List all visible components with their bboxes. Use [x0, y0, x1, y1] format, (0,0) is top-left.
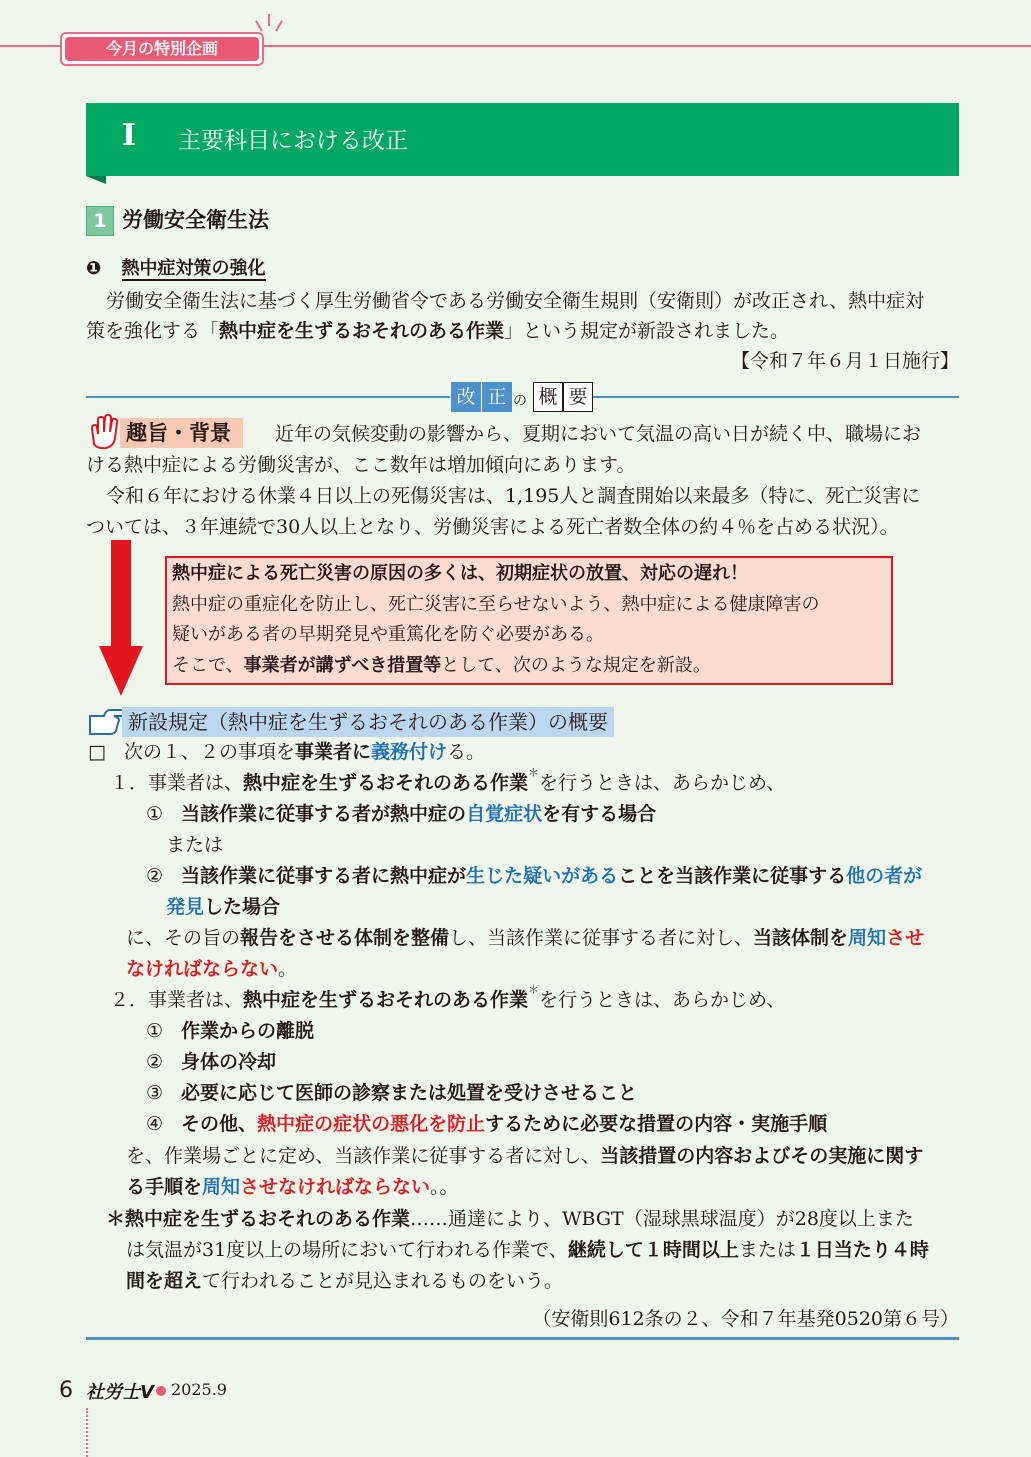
point-1	[110, 767, 785, 799]
intro-text: 」という規定が新設されました。	[504, 320, 790, 342]
footer-dotted-line	[86, 1408, 88, 1457]
point-2-item-4	[146, 1108, 827, 1140]
rule-emphasis: 間を超え	[126, 1270, 203, 1292]
rule-text: に、その旨の	[126, 927, 241, 949]
new-rule-heading: 新設規定（熱中症を生ずるおそれのある作業）の概要	[122, 707, 614, 737]
point-2-end	[126, 1140, 923, 1172]
overview-label-char: の	[513, 393, 527, 409]
rule-emphasis: 報告をさせる体制を整備	[240, 927, 450, 949]
spark-decoration	[275, 20, 283, 31]
cause-text: そこで、	[172, 655, 244, 676]
rule-emphasis: 継続して１時間以上	[567, 1239, 739, 1261]
rule-emphasis: る手順を	[126, 1176, 203, 1198]
spark-decoration	[255, 20, 263, 31]
rule-emphasis: その他、	[181, 1113, 258, 1135]
point-2-end-cont	[126, 1171, 459, 1203]
note-asterisk: ＊	[106, 1208, 126, 1230]
rule-emphasis: 当該体制を	[753, 927, 849, 949]
rule-emphasis-blue: 周知	[848, 927, 887, 949]
asterisk: ＊	[528, 983, 540, 996]
point-2-item-2	[146, 1046, 276, 1078]
section-number: 1	[86, 206, 114, 236]
banner-number: Ⅰ	[122, 118, 137, 153]
rule-text: を行うときは、あらかじめ、	[539, 772, 786, 794]
rule-emphasis: 作業からの離脱	[181, 1020, 315, 1042]
intro-date: 【令和７年６月１日施行】	[730, 350, 959, 372]
background-line-4: ついては、３年連続で30人以上となり、労働災害による死亡者数全体の約４％を占める状況）。	[86, 516, 899, 538]
item-number: ①	[146, 803, 164, 825]
overview-label-char: 概	[533, 382, 563, 412]
divider-left	[86, 396, 450, 398]
item-number: ①	[146, 1020, 164, 1042]
rule-emphasis-red: なければならない	[126, 958, 279, 980]
spark-decoration	[268, 14, 270, 26]
item-number: ④	[146, 1113, 164, 1135]
magazine-logo: 社労士V	[86, 1382, 154, 1403]
note-line-2	[126, 1234, 929, 1266]
banner-title: 主要科目における改正	[178, 128, 408, 154]
rule-text: 。。	[430, 1176, 459, 1198]
rule-emphasis-red: させ	[886, 927, 925, 949]
banner-fold	[86, 176, 106, 184]
rule-text: る。	[447, 741, 486, 763]
intro-text: 策を強化する「	[86, 320, 220, 342]
rule-emphasis-blue: 他の者が	[846, 865, 923, 887]
checkbox-icon: □	[88, 741, 106, 763]
background-line-3: 令和６年における休業４日以上の死傷災害は、1,195人と調査開始以来最多（特に、死亡災害に	[106, 485, 921, 507]
raised-hand-icon	[88, 414, 122, 450]
cause-line-2: 熱中症の重症化を防止し、死亡災害に至らせないよう、熱中症による健康障害の	[172, 594, 820, 615]
cause-emphasis: 事業者が講ずべき措置等	[243, 655, 442, 676]
rule-emphasis-red: させなければならない	[240, 1176, 431, 1198]
new-rule-intro	[88, 736, 485, 768]
rule-text: または	[738, 1239, 796, 1261]
page-number: 6	[59, 1378, 73, 1403]
rule-text: を、作業場ごとに定め、当該作業に従事する者に対し、	[126, 1145, 601, 1167]
point-1-item-2-cont	[166, 891, 280, 923]
rule-text: ……通達により、WBGT（湿球黒球温度）が28度以上また	[410, 1208, 914, 1230]
header-tag-label: 今月の特別企画	[65, 37, 259, 61]
rule-emphasis: 当該措置の内容およびその実施に関す	[600, 1145, 924, 1167]
rule-emphasis: 熱中症を生ずるおそれのある作業	[125, 1208, 411, 1230]
divider-right	[593, 396, 959, 398]
intro-line-1: 労働安全衛生法に基づく厚生労働省令である労働安全衛生規則（安衛則）が改正され、熱中症対	[106, 290, 925, 312]
rule-text: １．事業者は、	[110, 772, 244, 794]
point-1-end	[126, 922, 924, 954]
overview-label-char: 要	[563, 382, 593, 412]
rule-emphasis: を有する場合	[542, 803, 657, 825]
subsection-bullet: ❶	[86, 258, 102, 279]
bottom-divider	[86, 1337, 959, 1340]
overview-label-char: 改	[451, 382, 481, 412]
down-arrow-icon	[111, 540, 131, 648]
rule-emphasis: 事業者に	[294, 741, 371, 763]
point-2-item-3	[146, 1077, 637, 1109]
rule-emphasis: するために必要な措置の内容・実施手順	[485, 1113, 828, 1135]
background-line-2: ける熱中症による労働災害が、ここ数年は増加傾向にあります。	[86, 454, 636, 476]
rule-text: て行われることが見込まれるものをいう。	[202, 1270, 564, 1292]
point-2	[110, 984, 785, 1016]
rule-text: し、当該作業に従事する者に対し、	[449, 927, 754, 949]
rule-emphasis: 必要に応じて医師の診察または処置を受けさせること	[181, 1082, 638, 1104]
rule-emphasis: 身体の冷却	[181, 1051, 277, 1073]
rule-emphasis: 当該作業に従事する者に熱中症が	[181, 865, 467, 887]
or-text: または	[166, 834, 224, 856]
rule-emphasis-blue: 自覚症状	[466, 803, 543, 825]
point-2-item-1	[146, 1015, 314, 1047]
background-line-1: 近年の気候変動の影響から、夏期において気温の高い日が続く中、職場にお	[275, 423, 922, 445]
point-1-item-2	[146, 860, 922, 892]
intro-emphasis: 熱中症を生ずるおそれのある作業	[219, 320, 505, 342]
point-1-end-cont	[126, 953, 297, 985]
rule-text: ２．事業者は、	[110, 989, 244, 1011]
rule-emphasis-blue: 周知	[202, 1176, 241, 1198]
rule-emphasis: した場合	[204, 896, 281, 918]
section-title: 労働安全衛生法	[122, 208, 269, 232]
intro-line-2	[86, 315, 789, 347]
cause-line-3: 疑いがある者の早期発見や重篤化を防ぐ必要がある。	[172, 624, 604, 645]
footer-dot-icon	[156, 1386, 166, 1396]
cause-line-1: 熱中症による死亡災害の原因の多くは、初期症状の放置、対応の遅れ！	[172, 563, 748, 584]
rule-emphasis: １日当たり４時	[795, 1239, 929, 1261]
pointing-hand-icon	[86, 704, 126, 736]
asterisk: ＊	[528, 766, 540, 779]
issue-date: 2025.9	[171, 1380, 227, 1399]
note-line-3	[126, 1265, 563, 1297]
point-1-item-1	[146, 798, 656, 830]
rule-emphasis-red: 熱中症の症状の悪化を防止	[257, 1113, 486, 1135]
rule-emphasis-blue: 生じた疑いがある	[466, 865, 619, 887]
down-arrow-head	[99, 646, 143, 696]
item-number: ②	[146, 865, 164, 887]
subsection-title-text: 熱中症対策の強化	[121, 258, 266, 279]
overview-label-char: 正	[482, 382, 512, 412]
cause-text: として、次のような規定を新設。	[441, 655, 711, 676]
note-line-1	[106, 1203, 914, 1235]
item-number: ③	[146, 1082, 164, 1104]
rule-emphasis: 当該作業に従事する者が熱中症の	[181, 803, 467, 825]
rule-emphasis: 熱中症を生ずるおそれのある作業	[243, 772, 529, 794]
rule-emphasis-blue: 義務付け	[370, 741, 447, 763]
rule-emphasis: 熱中症を生ずるおそれのある作業	[243, 989, 529, 1011]
subsection-title	[86, 256, 266, 282]
rule-text: を行うときは、あらかじめ、	[539, 989, 786, 1011]
rule-text: 。	[278, 958, 298, 980]
rule-text: は気温が31度以上の場所において行われる作業で、	[126, 1239, 568, 1261]
background-heading: 趣旨・背景	[120, 418, 243, 448]
rule-emphasis-blue: 発見	[166, 896, 205, 918]
rule-text: 次の１、２の事項を	[123, 741, 295, 763]
header-tag	[60, 32, 264, 66]
cause-line-4	[172, 650, 711, 682]
citation: （安衛則612条の２、令和７年基発0520第６号）	[532, 1308, 959, 1330]
item-number: ②	[146, 1051, 164, 1073]
rule-emphasis: ことを当該作業に従事する	[618, 865, 847, 887]
